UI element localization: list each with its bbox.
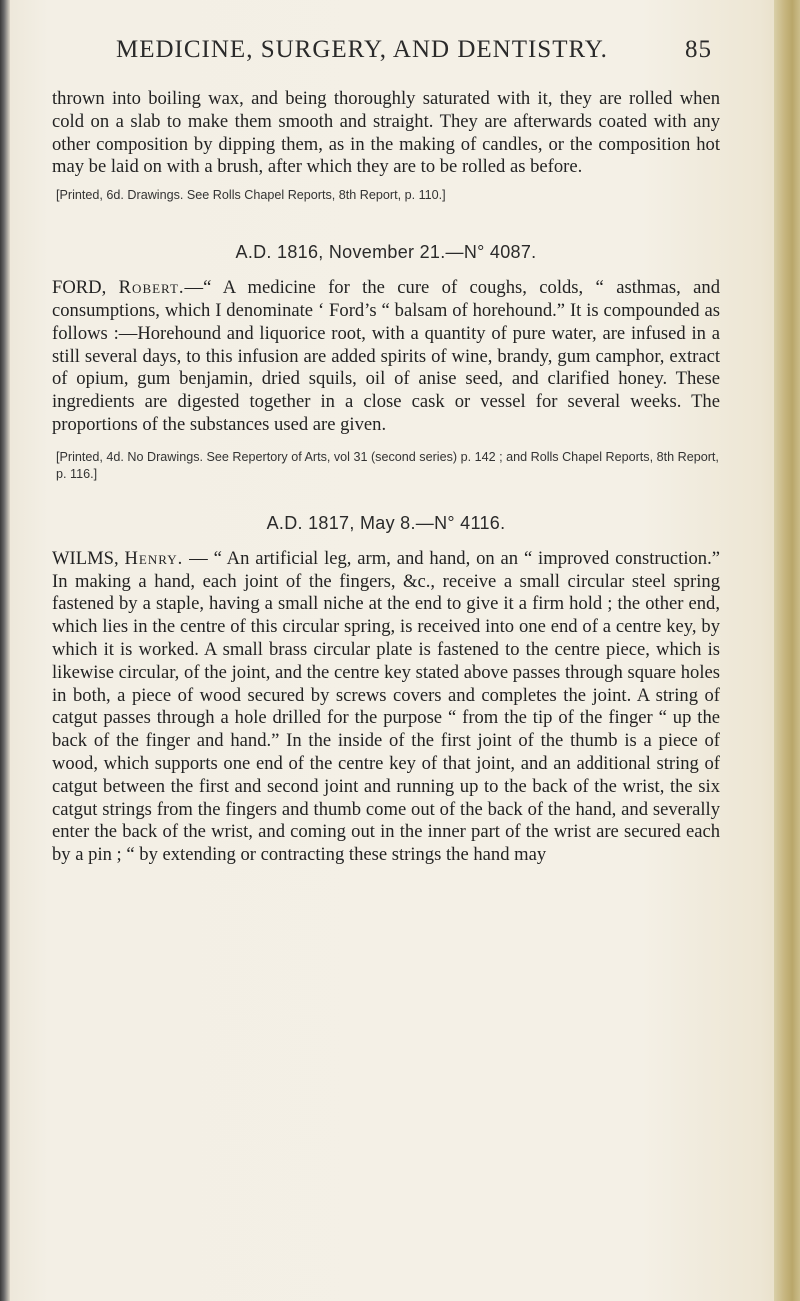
entry-heading-4087: A.D. 1816, November 21.—N° 4087. — [235, 242, 537, 263]
running-head — [52, 36, 720, 76]
page-content — [52, 36, 720, 867]
page-fore-edge — [774, 0, 800, 1301]
page-number: 85 — [685, 36, 712, 63]
running-head-title: MEDICINE, SURGERY, AND DENTISTRY. — [116, 36, 608, 63]
entry-text: — “ An artificial leg, arm, and hand, on an “ improved construction.” In making a hand, each joint of the fingers, &c., receive a small circular steel spring fastened by a staple, having a small niche at the end to give it a firm hold ; the other end, which lies in the centre of this circular spring, is received into one end of a centre key, by which it is worked. A small brass circular plate is fastened to the centre piece, which is likewise circular, of the joint, and the centre key stated above passes through square holes in both, a piece of wood secured by screws covers and completes the joint. A string of catgut passes through a hole drilled for the purpose “ from the tip of the finger “ up the back of the finger and hand.” In the inside of the first joint of the thumb is a piece of wood, which supports one end of the centre key of that joint, and an additional string of catgut between the first and second joint and running up to the back of the wrist, the six catgut strings from the fingers and thumb come out of the back of the hand, and severally enter the back of the wrist, and coming out in the inner part of the wrist are secured each by a pin ; “ by extending or contracting these strings the hand may — [52, 547, 720, 866]
entry-body-ford — [52, 277, 720, 437]
patentee-surname: WILMS, — [52, 547, 119, 569]
entry-body-wilms — [52, 548, 720, 867]
patentee-forename: Robert. — [118, 277, 185, 299]
entry-text: —“ A medicine for the cure of coughs, colds, “ asthmas, and consumptions, which I denominate ‘ Ford’s “ balsam of horehound.” It is compounded as follows :—Horehound and liquorice root, with a quantity of pure water, are infused in a still several days, to this infusion are added spirits of wine, brandy, gum camphor, extract of opium, gum benjamin, dried squils, oil of anise seed, and clarified honey. These ingredients are digested together in a close cask or vessel for several weeks. The proportions of the substances used are given. — [52, 277, 720, 435]
page-gutter-shadow — [0, 0, 10, 1301]
reference-note-2: [Printed, 4d. No Drawings. See Repertory of Arts, vol 31 (second series) p. 142 ; and Rolls Chapel Reports, 8th Report, p. 116.] — [56, 449, 719, 481]
patentee-forename: Henry. — [124, 547, 184, 569]
patentee-surname: FORD, — [52, 277, 107, 299]
reference-note-1: [Printed, 6d. Drawings. See Rolls Chapel Reports, 8th Report, p. 110.] — [56, 188, 446, 203]
continued-paragraph: thrown into boiling wax, and being thoroughly saturated with it, they are rolled when cold on a slab to make them smooth and straight. They are afterwards coated with any other composition by dipping them, as in the making of candles, or the composition hot may be laid on with a brush, after which they are to be rolled as before. — [52, 88, 720, 178]
entry-heading-4116: A.D. 1817, May 8.—N° 4116. — [266, 512, 506, 533]
